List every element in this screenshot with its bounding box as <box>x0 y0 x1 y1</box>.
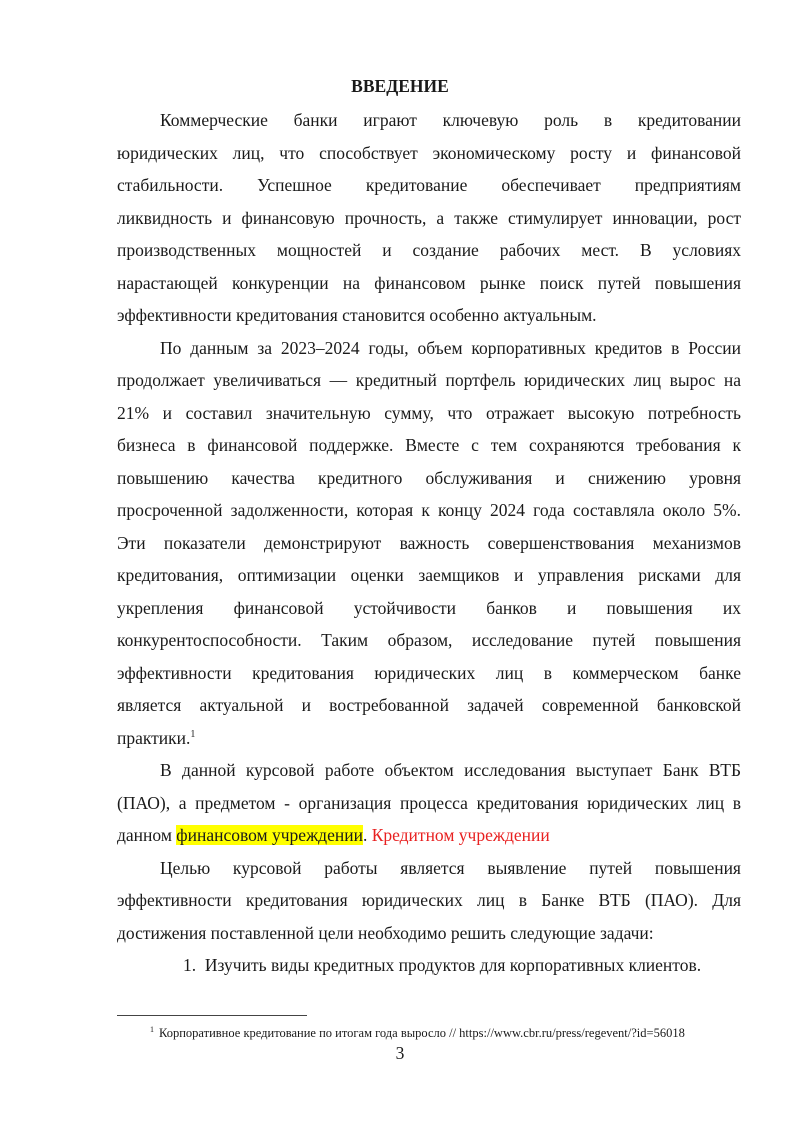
text-line: Целью курсовой работы является выявление путей повышения <box>160 858 741 878</box>
list-item <box>183 953 743 977</box>
text-line: 21% и составил значительную сумму, что отражает высокую потребность <box>117 403 741 423</box>
text-line: Эти показатели демонстрируют важность совершенствования механизмов <box>117 533 741 553</box>
footnote-separator <box>117 1015 307 1016</box>
footnote-text: Корпоративное кредитование по итогам года выросло // https://www.cbr.ru/press/regevent/?id=56018 <box>159 1026 685 1040</box>
red-revision-note: Кредитном учреждении <box>371 825 550 845</box>
text-line: повышению качества кредитного обслуживания и снижению уровня <box>117 468 741 488</box>
footnote <box>150 1025 685 1041</box>
page-number: 3 <box>395 1043 405 1063</box>
text-line: достижения поставленной цели необходимо решить следующие задачи: <box>117 923 654 943</box>
text-line: бизнеса в финансовой поддержке. Вместе с тем сохраняются требования к <box>117 435 741 455</box>
text-line: ликвидность и финансовую прочность, а также стимулирует инновации, рост <box>117 208 741 228</box>
text-line: Коммерческие банки играют ключевую роль в кредитовании <box>160 110 741 130</box>
footnote-number: 1 <box>150 1024 154 1034</box>
text-line: стабильности. Успешное кредитование обеспечивает предприятиям <box>117 175 741 195</box>
text-line: юридических лиц, что способствует экономическому росту и финансовой <box>117 143 741 163</box>
text-line: нарастающей конкуренции на финансовом рынке поиск путей повышения <box>117 273 741 293</box>
text-fragment: . <box>362 825 372 845</box>
text-line: эффективности кредитования юридических лиц в Банке ВТБ (ПАО). Для <box>117 890 741 910</box>
text-line: По данным за 2023–2024 годы, объем корпоративных кредитов в России <box>160 338 741 358</box>
text-line: эффективности кредитования юридических лиц в коммерческом банке <box>117 663 741 683</box>
text-line: В данной курсовой работе объектом исследования выступает Банк ВТБ <box>160 760 741 780</box>
text-line: укрепления финансовой устойчивости банков и повышения их <box>117 598 741 618</box>
text-line: просроченной задолженности, которая к концу 2024 года составляла около 5%. <box>117 500 741 520</box>
text-line: эффективности кредитования становится особенно актуальным. <box>117 305 597 325</box>
text-line: кредитования, оптимизации оценки заемщиков и управления рисками для <box>117 565 741 585</box>
text-line: конкурентоспособности. Таким образом, исследование путей повышения <box>117 630 741 650</box>
highlighted-text: финансовом учреждении <box>176 825 363 845</box>
text-fragment: практики. <box>117 728 191 748</box>
list-item-text: Изучить виды кредитных продуктов для корпоративных клиентов. <box>204 955 702 975</box>
text-line <box>117 726 741 750</box>
text-line <box>117 823 741 847</box>
text-line: является актуальной и востребованной задачей современной банковской <box>117 695 741 715</box>
text-line: продолжает увеличиваться — кредитный портфель юридических лиц вырос на <box>117 370 741 390</box>
text-line: производственных мощностей и создание рабочих мест. В условиях <box>117 240 741 260</box>
text-line: (ПАО), а предметом - организация процесса кредитования юридических лиц в <box>117 793 741 813</box>
text-fragment: данном <box>117 825 177 845</box>
list-item-number: 1. <box>183 955 197 975</box>
page-title: ВВЕДЕНИЕ <box>351 76 449 96</box>
footnote-reference[interactable]: 1 <box>190 729 196 741</box>
